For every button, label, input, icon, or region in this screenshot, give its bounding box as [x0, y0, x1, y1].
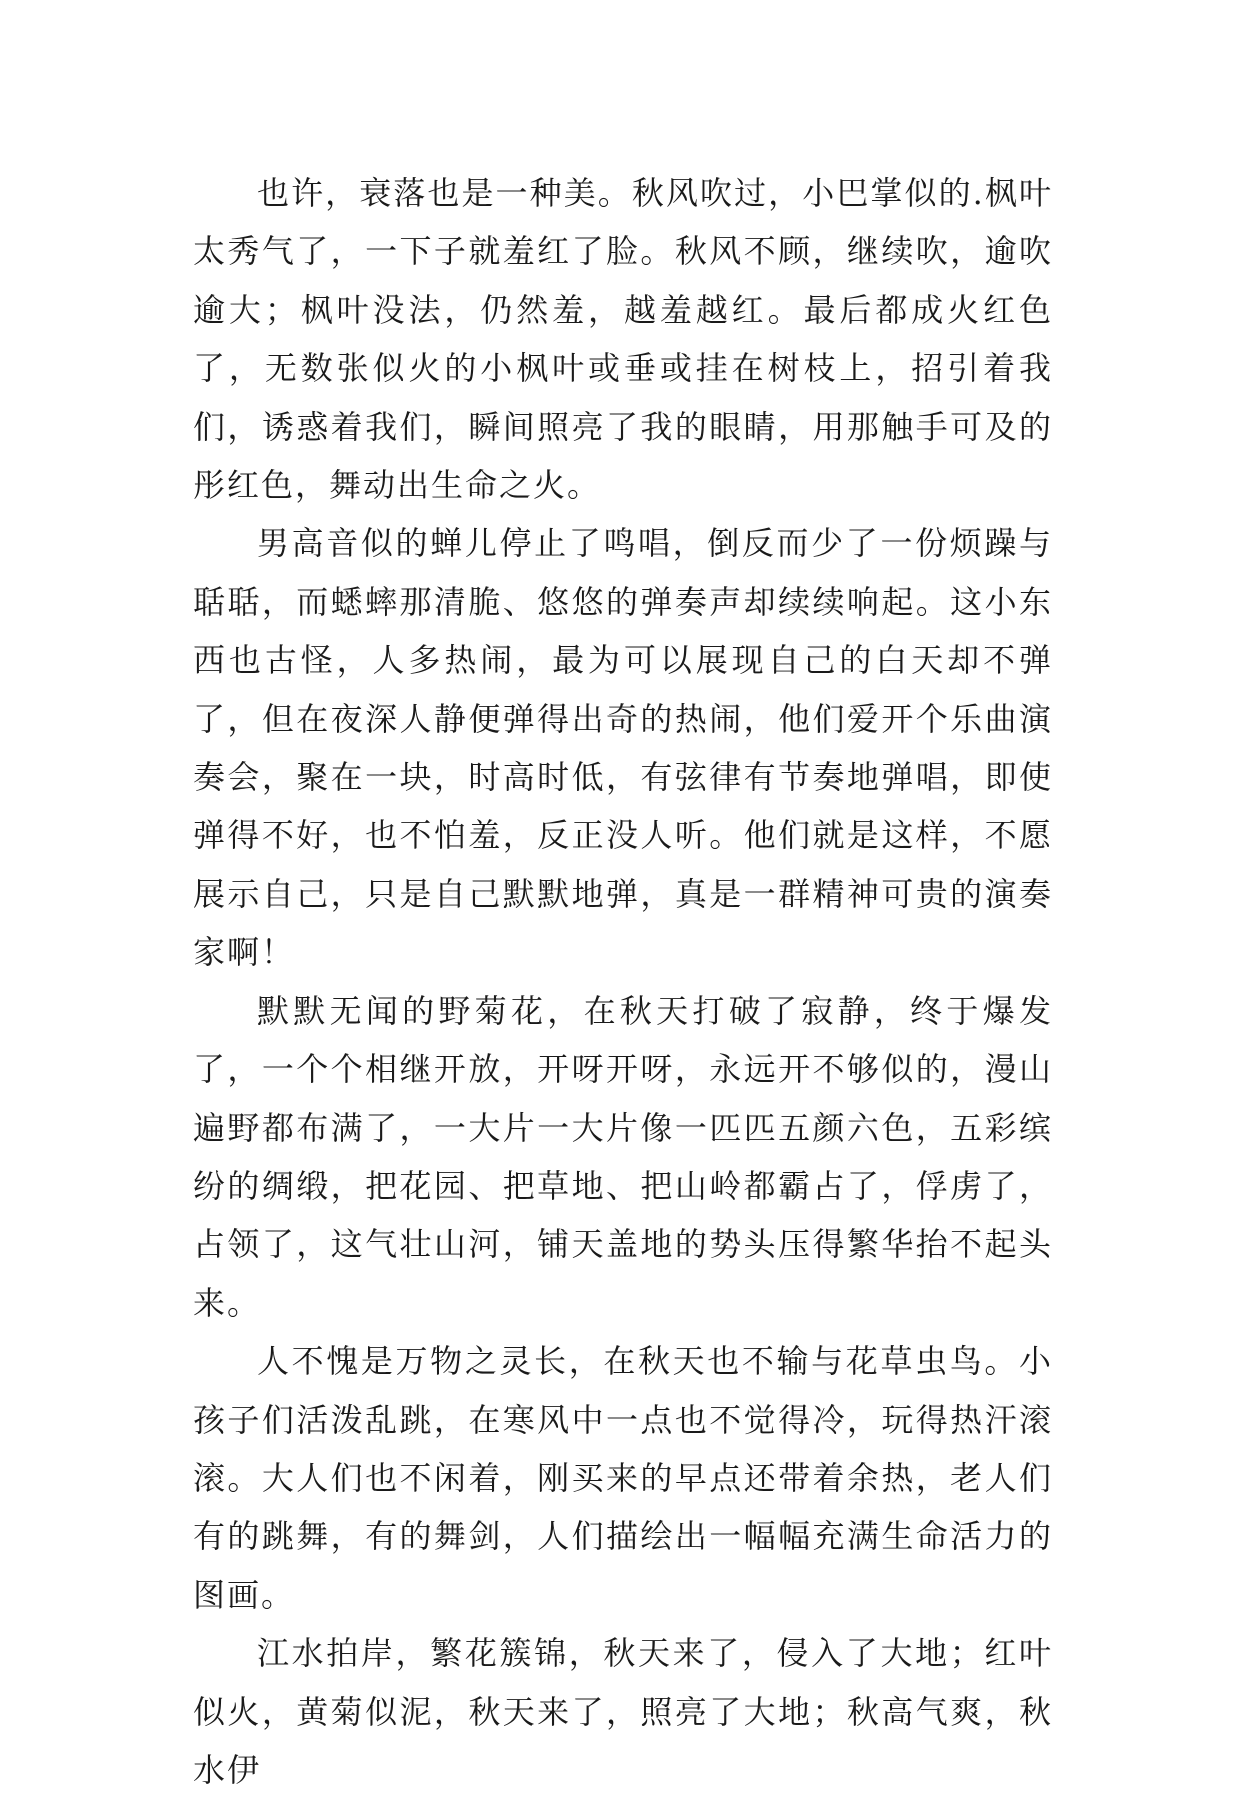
- document-body: [193, 164, 1053, 1799]
- paragraph-crickets: 男高音似的蝉儿停止了鸣唱，倒反而少了一份烦躁与聒聒，而蟋蟀那清脆、悠悠的弹奏声却续续响起。这小东西也古怪，人多热闹，最为可以展现自己的白天却不弹了，但在夜深人静便弹得出奇的热闹，他们爱开个乐曲演奏会，聚在一块，时高时低，有弦律有节奏地弹唱，即使弹得不好，也不怕羞，反正没人听。他们就是这样，不愿展示自己，只是自己默默地弹，真是一群精神可贵的演奏家啊！: [193, 524, 1053, 972]
- paragraph-maple-leaves: 也许，衰落也是一种美。秋风吹过，小巴掌似的.枫叶太秀气了，一下子就羞红了脸。秋风不顾，继续吹，逾吹逾大；枫叶没法，仍然羞，越羞越红。最后都成火红色了，无数张似火的小枫叶或垂或挂在树枝上，招引着我们，诱惑着我们，瞬间照亮了我的眼睛，用那触手可及的彤红色，舞动出生命之火。: [193, 174, 1053, 505]
- paragraph-wild-chrysanthemums: 默默无闻的野菊花，在秋天打破了寂静，终于爆发了，一个个相继开放，开呀开呀，永远开不够似的，漫山遍野都布满了，一大片一大片像一匹匹五颜六色，五彩缤纷的绸缎，把花园、把草地、把山岭都霸占了，俘虏了，占领了，这气壮山河，铺天盖地的势头压得繁华抬不起头来。: [193, 991, 1053, 1322]
- paragraph-autumn-arrives: 江水拍岸，繁花簇锦，秋天来了，侵入了大地；红叶似火，黄菊似泥，秋天来了，照亮了大地；秋高气爽，秋水伊: [193, 1634, 1053, 1789]
- paragraph-people: 人不愧是万物之灵长，在秋天也不输与花草虫鸟。小孩子们活泼乱跳，在寒风中一点也不觉得冷，玩得热汗滚滚。大人们也不闲着，刚买来的早点还带着余热，老人们有的跳舞，有的舞剑，人们描绘出一幅幅充满生命活力的图画。: [193, 1342, 1053, 1614]
